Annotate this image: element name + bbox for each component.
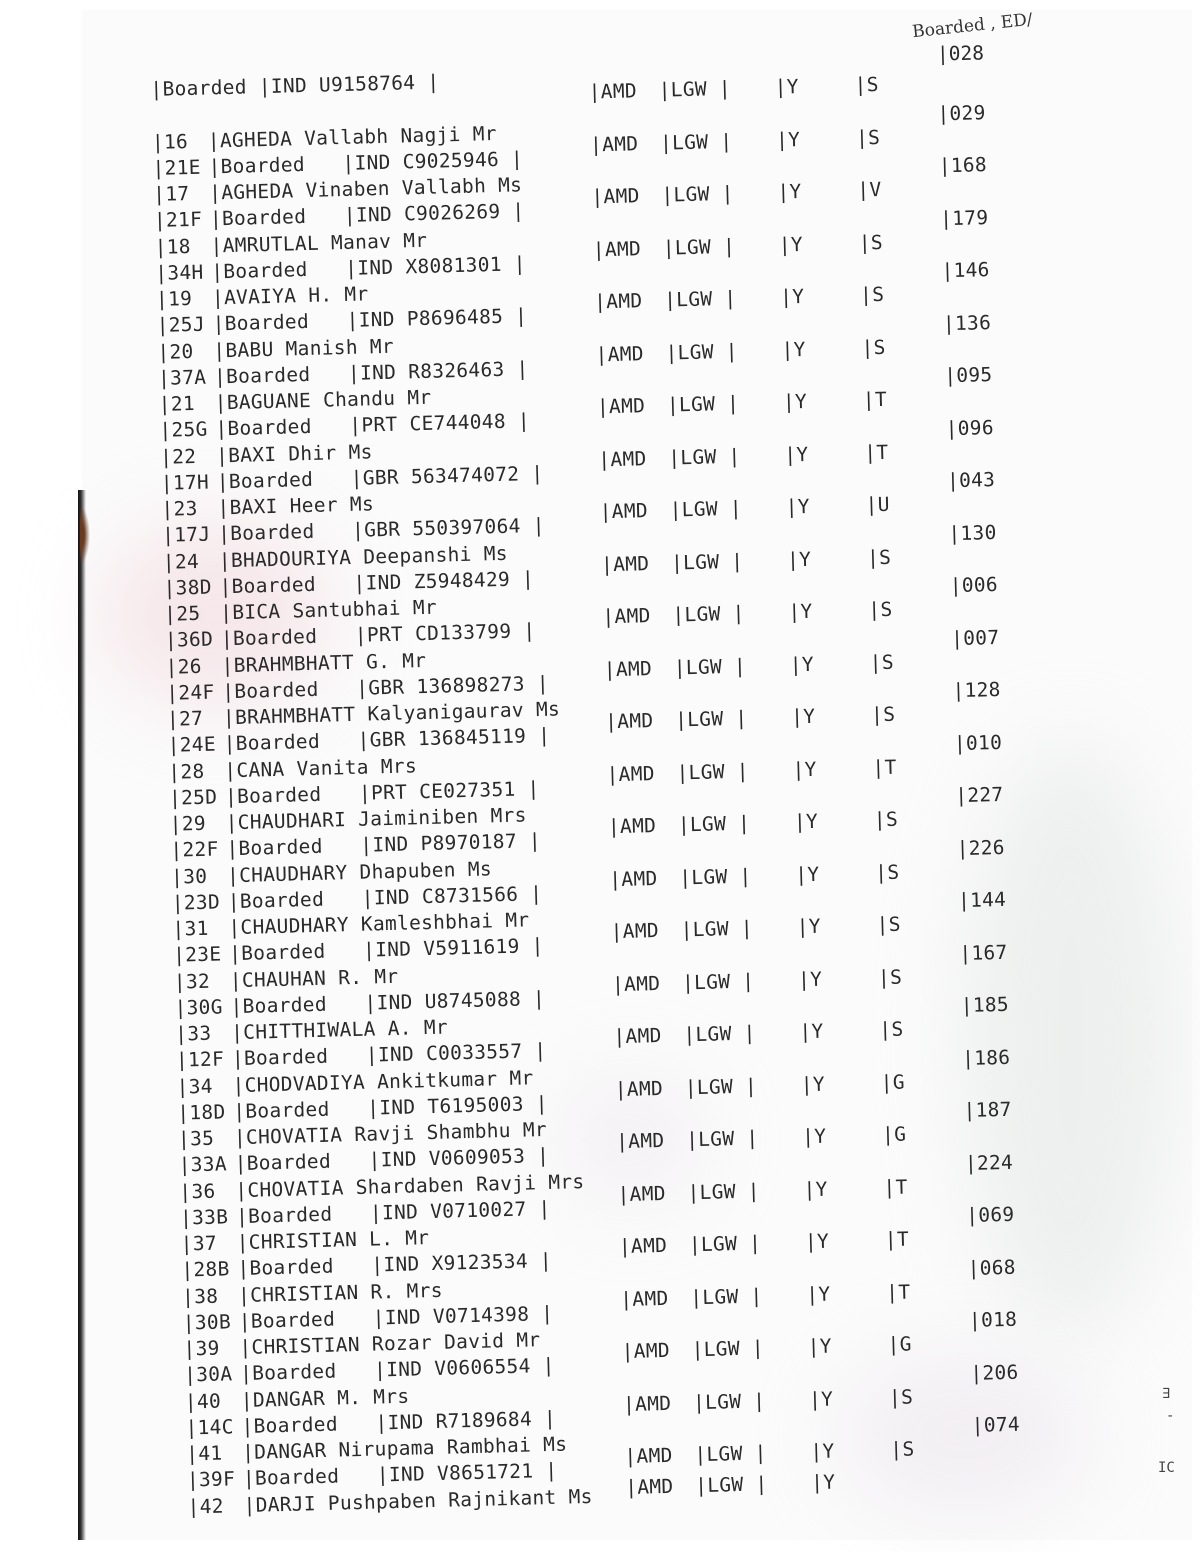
- passenger-number: |34: [176, 1074, 214, 1099]
- flag-code: |Y: [788, 599, 813, 624]
- destination-code: |LGW |: [690, 1283, 763, 1309]
- destination-code: |LGW |: [670, 549, 744, 575]
- sequence-number: |206: [970, 1360, 1019, 1385]
- origin-code: |AMD: [589, 131, 639, 157]
- class-code: |G: [880, 1070, 906, 1094]
- class-code: |S: [868, 597, 893, 622]
- seat-number: |17J: [161, 522, 211, 547]
- destination-code: |LGW |: [684, 1073, 758, 1099]
- class-code: |T: [884, 1227, 910, 1252]
- boarding-status: |Boarded: [212, 309, 310, 336]
- seat-number: |34H: [155, 260, 204, 285]
- boarding-status: |Boarded: [210, 257, 308, 283]
- document-number: |GBR 136845119 |: [357, 723, 551, 752]
- seat-number: |39F: [186, 1467, 236, 1492]
- sequence-number: |167: [959, 940, 1008, 965]
- destination-code: |LGW |: [694, 1441, 767, 1467]
- flag-code: |Y: [783, 442, 809, 467]
- seat-number: |24F: [166, 680, 215, 705]
- boarding-status: |Boarded: [238, 1307, 336, 1333]
- class-code: |S: [874, 860, 900, 884]
- sequence-number: |187: [963, 1097, 1012, 1123]
- class-code: |S: [873, 807, 899, 832]
- class-code: |S: [861, 335, 886, 359]
- seat-number: |18D: [177, 1099, 226, 1125]
- passenger-number: |32: [173, 969, 211, 994]
- document-number: |IND V0606554 |: [373, 1353, 555, 1382]
- flag-code: |Y: [796, 914, 822, 939]
- class-code: |S: [855, 125, 881, 150]
- passenger-number: |39: [183, 1336, 220, 1361]
- passenger-number: |36: [179, 1179, 216, 1204]
- passenger-number: |18: [154, 234, 192, 259]
- flag-code: |Y: [804, 1229, 830, 1254]
- sequence-number: |095: [943, 363, 993, 388]
- origin-code: |AMD: [603, 656, 653, 681]
- boarding-status: |Boarded: [235, 1202, 333, 1228]
- passenger-name: |BAGUANE Chandu Mr: [214, 385, 432, 415]
- class-code: |G: [881, 1122, 907, 1147]
- origin-code: |AMD: [599, 499, 649, 524]
- passenger-number: |31: [172, 916, 209, 941]
- sequence-number: |043: [946, 468, 996, 493]
- passenger-name: |BAXI Dhir Ms: [215, 439, 373, 467]
- destination-code: |LGW |: [694, 1471, 768, 1497]
- document-number: |GBR 136898273 |: [355, 671, 550, 700]
- document-number: |IND P8970187 |: [360, 829, 542, 857]
- origin-code: |AMD: [606, 761, 656, 786]
- origin-code: |AMD: [618, 1233, 668, 1259]
- flag-code: |Y: [782, 389, 808, 414]
- document-number: |IND X8081301 |: [344, 251, 527, 280]
- handwritten-note: Boarded , ED/: [911, 9, 1034, 43]
- origin-code: |AMD: [614, 1076, 664, 1101]
- flag-code: |Y: [785, 494, 811, 519]
- document-number: |IND R8326463 |: [347, 356, 529, 385]
- destination-code: |LGW |: [680, 916, 754, 942]
- passenger-name: |CHAUDHARI Jaiminiben Mrs: [225, 803, 527, 835]
- seat-number: |37A: [157, 365, 207, 390]
- passenger-name: |CANA Vanita Mrs: [224, 753, 418, 782]
- passenger-name: |CHAUHAN R. Mr: [229, 964, 399, 992]
- sequence-number: |227: [954, 782, 1004, 808]
- sequence-number: |006: [949, 572, 999, 598]
- destination-code: |LGW |: [659, 129, 733, 155]
- origin-code: |AMD: [604, 709, 654, 734]
- passenger-number: |25: [163, 601, 201, 626]
- passenger-number: |20: [157, 339, 194, 364]
- destination-code: |LGW |: [676, 759, 750, 784]
- class-code: |S: [866, 545, 892, 569]
- seat-number: |21F: [153, 207, 203, 232]
- boarding-status: |Boarded: [215, 414, 313, 441]
- seat-number: |25D: [168, 784, 218, 810]
- sequence-number: |185: [960, 992, 1010, 1018]
- sequence-number: |010: [953, 730, 1003, 755]
- sequence-number: |186: [961, 1045, 1011, 1070]
- seat-number: |36D: [164, 627, 214, 652]
- sequence-number: |096: [945, 415, 995, 440]
- seat-number: |22F: [170, 837, 219, 862]
- document-number: |IND Z5948429 |: [353, 566, 535, 595]
- origin-code: |AMD: [591, 184, 640, 209]
- passenger-number: |29: [169, 811, 207, 836]
- boarding-status: |Boarded: [209, 204, 307, 231]
- passenger-name: |BICA Santubhai Mr: [219, 595, 438, 625]
- flag-code: |Y: [777, 179, 802, 204]
- passenger-number: |35: [177, 1126, 215, 1151]
- boarding-status: |Boarded: [224, 782, 322, 808]
- seat-number: |17H: [160, 470, 210, 495]
- boarding-status: |Boarded: [232, 1097, 330, 1123]
- class-code: |S: [858, 230, 884, 255]
- destination-code: |LGW |: [666, 391, 740, 417]
- passenger-number: |37: [180, 1231, 218, 1256]
- passenger-name: |BABU Manish Mr: [213, 334, 395, 362]
- document-number: |IND V5911619 |: [362, 933, 544, 962]
- boarding-status: |Boarded: [230, 992, 328, 1018]
- destination-code: |LGW |: [691, 1336, 765, 1362]
- passenger-name: |CHRISTIAN R. Mrs: [237, 1278, 444, 1307]
- seat-number: |21E: [152, 155, 202, 180]
- document-number: |IND V0609053 |: [368, 1143, 550, 1172]
- document-number: |IND C9025946 |: [342, 146, 524, 175]
- boarding-status: |Boarded: [241, 1412, 339, 1438]
- boarding-status: |Boarded: [226, 834, 324, 861]
- document-number: |IND C8731566 |: [361, 881, 543, 910]
- passenger-name: |CHRISTIAN Rozar David Mr: [239, 1328, 541, 1360]
- class-code: |S: [869, 650, 895, 674]
- document-number: |IND P8696485 |: [346, 304, 528, 332]
- boarding-status: |Boarded: [239, 1359, 337, 1386]
- document-number: |IND C9026269 |: [343, 199, 525, 227]
- passenger-name: |AVAIYA H. Mr: [211, 282, 369, 310]
- flag-code: |Y: [781, 337, 806, 362]
- flag-code: |Y: [793, 809, 819, 834]
- passenger-name: |CHOVATIA Ravji Shambhu Mr: [233, 1117, 548, 1150]
- flag-code: |Y: [805, 1282, 831, 1306]
- passenger-number: |41: [185, 1441, 223, 1466]
- class-code: |T: [863, 440, 889, 464]
- boarding-status: |Boarded: [223, 729, 321, 756]
- seat-number: |25G: [159, 417, 208, 442]
- boarding-status: |Boarded: [208, 152, 306, 178]
- sequence-number: |130: [948, 520, 997, 545]
- passenger-number: |23: [161, 496, 198, 521]
- origin-code: |AMD: [592, 236, 642, 261]
- class-code: |S: [879, 1017, 904, 1042]
- passenger-name: |CHAUDHARY Kamleshbhai Mr: [228, 908, 530, 940]
- destination-code: |LGW |: [662, 234, 736, 260]
- document-number: |PRT CE027351 |: [358, 776, 540, 805]
- passenger-name: |DANGAR Nirupama Rambhai Ms: [241, 1432, 568, 1465]
- origin-code: |AMD: [602, 604, 651, 629]
- flag-code: |Y: [797, 967, 823, 991]
- sequence-number: |224: [964, 1150, 1014, 1175]
- class-code: |T: [872, 755, 897, 779]
- passenger-number: |33: [174, 1021, 212, 1046]
- destination-code: |LGW |: [677, 811, 751, 837]
- origin-code: |AMD: [620, 1286, 669, 1311]
- flag-code: |Y: [789, 652, 815, 676]
- flag-code: |Y: [774, 75, 800, 99]
- document-number: |PRT CD133799 |: [354, 619, 536, 647]
- seat-number: |30A: [183, 1362, 233, 1387]
- origin-code: |AMD: [624, 1474, 674, 1499]
- destination-code: |LGW |: [665, 339, 739, 365]
- class-code: |S: [888, 1384, 914, 1409]
- flag-code: |Y: [808, 1387, 834, 1411]
- passenger-number: |40: [184, 1389, 222, 1414]
- sequence-number: |074: [971, 1412, 1021, 1437]
- sequence-number: |146: [941, 258, 990, 283]
- boarding-status: |Boarded: [217, 519, 315, 546]
- passenger-name: |BHADOURIYA Deepanshi Ms: [218, 541, 509, 572]
- passenger-number: |42: [187, 1494, 225, 1519]
- origin-code: |AMD: [622, 1391, 672, 1416]
- passenger-name: |DARJI Pushpaben Rajnikant Ms: [243, 1484, 593, 1517]
- destination-code: |LGW |: [687, 1178, 761, 1204]
- seat-number: |33B: [179, 1204, 229, 1230]
- passenger-name: |BRAHMBHATT G. Mr: [221, 648, 427, 677]
- edge-mark: IC: [1158, 1460, 1175, 1476]
- flag-code: |Y: [807, 1334, 833, 1359]
- flag-code: |Y: [810, 1439, 835, 1464]
- sequence-number: |144: [957, 887, 1007, 913]
- continued-row: [150, 70, 880, 122]
- destination-code: |LGW |: [681, 968, 755, 994]
- class-code: |T: [885, 1280, 911, 1304]
- origin-code: |AMD: [624, 1443, 673, 1469]
- boarding-status: |Boarded: [227, 887, 325, 913]
- boarding-status: |Boarded: [228, 939, 326, 966]
- passenger-number: |17: [152, 182, 190, 206]
- class-code: |T: [862, 387, 888, 412]
- seat-number: |33A: [178, 1152, 228, 1177]
- class-code: |G: [887, 1332, 913, 1357]
- passenger-number: |30: [170, 864, 208, 889]
- passenger-name: |CHAUDHARY Dhapuben Ms: [226, 856, 493, 887]
- passenger-name: |DANGAR M. Mrs: [240, 1384, 410, 1412]
- flag-code: |Y: [790, 704, 816, 729]
- flag-code: |Y: [794, 862, 820, 886]
- seat-number: |14C: [185, 1414, 235, 1440]
- destination-code: |LGW |: [688, 1231, 762, 1257]
- passenger-number: |22: [159, 444, 197, 469]
- sequence-number: |068: [967, 1255, 1017, 1280]
- destination-code: |LGW |: [672, 601, 745, 627]
- flag-code: |Y: [803, 1177, 828, 1201]
- flag-code: |Y: [800, 1072, 826, 1096]
- destination-code: |LGW |: [668, 444, 741, 470]
- flag-code: |Y: [779, 284, 805, 309]
- destination-code: |LGW |: [673, 654, 747, 679]
- sequence-number: |226: [956, 835, 1006, 860]
- document-number: |IND R7189684 |: [375, 1406, 557, 1435]
- passenger-number: |28: [168, 759, 205, 784]
- seat-number: |30B: [182, 1309, 232, 1335]
- passenger-name: |BRAHMBHATT Kalyanigaurav Ms: [222, 697, 561, 730]
- seat-number: |30G: [174, 994, 224, 1020]
- destination-code: |LGW |: [692, 1388, 766, 1414]
- flag-code: |Y: [778, 232, 804, 257]
- boarding-status: |Boarded: [213, 362, 311, 388]
- class-code: |S: [876, 912, 902, 937]
- class-code: |T: [883, 1175, 908, 1199]
- passenger-name: |AGHEDA Vinaben Vallabh Ms: [208, 173, 523, 205]
- boarding-status: |Boarded: [221, 677, 319, 703]
- passenger-name: |AGHEDA Vallabh Nagji Mr: [207, 121, 498, 153]
- class-code: |S: [854, 72, 880, 97]
- boarding-status: |Boarded: [237, 1254, 335, 1281]
- seat-number: |24E: [167, 732, 217, 757]
- document-number: |IND C0033557 |: [365, 1038, 547, 1067]
- flag-code: |Y: [799, 1019, 824, 1044]
- flag-code: |Y: [775, 127, 801, 152]
- document-number: |IND V8651721 |: [376, 1458, 558, 1487]
- sequence-number: |029: [937, 100, 986, 125]
- origin-code: |AMD: [621, 1338, 671, 1364]
- destination-code: |LGW |: [663, 286, 737, 312]
- origin-code: |AMD: [596, 394, 646, 419]
- origin-code: |AMD: [595, 341, 645, 366]
- continued-text: |Boarded |IND U9158764 |: [150, 70, 440, 101]
- class-code: |V: [857, 177, 882, 202]
- boarding-status: |Boarded: [219, 572, 317, 598]
- origin-code: |AMD: [588, 79, 638, 104]
- document-number: |IND U8745088 |: [364, 986, 546, 1015]
- document-number: |IND T6195003 |: [366, 1091, 549, 1120]
- flag-code: |Y: [801, 1124, 827, 1149]
- origin-code: |AMD: [610, 918, 660, 944]
- destination-code: |LGW |: [685, 1126, 759, 1152]
- destination-code: |LGW |: [674, 706, 748, 732]
- destination-code: |LGW |: [683, 1021, 756, 1047]
- origin-code: |AMD: [617, 1181, 667, 1206]
- passenger-number: |21: [158, 391, 196, 416]
- destination-code: |LGW |: [661, 181, 734, 207]
- seat-number: |12F: [175, 1047, 225, 1072]
- edge-mark: -: [1166, 1408, 1175, 1424]
- sequence-number: |018: [968, 1307, 1018, 1332]
- passenger-number: |19: [155, 286, 193, 311]
- class-code: |U: [865, 492, 891, 517]
- passenger-number: |24: [162, 549, 200, 574]
- origin-code: |AMD: [593, 289, 643, 314]
- document-number: |GBR 563474072 |: [350, 461, 544, 490]
- boarding-status: |Boarded: [216, 467, 314, 493]
- class-code: |S: [859, 282, 885, 307]
- sequence-number: |128: [952, 677, 1001, 703]
- passenger-number: |26: [165, 654, 203, 679]
- origin-code: |AMD: [609, 866, 658, 891]
- flag-code: |Y: [792, 757, 817, 781]
- first-sequence-number: |028: [936, 41, 985, 66]
- boarding-status: |Boarded: [231, 1044, 329, 1071]
- edge-mark: ∃: [1162, 1386, 1171, 1402]
- sequence-number: |007: [950, 625, 1000, 650]
- passenger-name: |AMRUTLAL Manav Mr: [210, 228, 428, 257]
- passenger-name: |CHODVADIYA Ankitkumar Mr: [232, 1065, 534, 1097]
- document-number: |IND X9123534 |: [371, 1248, 553, 1277]
- boarding-status: |Boarded: [242, 1464, 340, 1491]
- origin-code: |AMD: [615, 1128, 665, 1154]
- class-code: |S: [870, 702, 896, 727]
- sequence-number: |168: [938, 153, 988, 178]
- origin-code: |AMD: [607, 814, 657, 839]
- class-code: |S: [890, 1437, 915, 1462]
- document-number: |GBR 550397064 |: [351, 513, 545, 542]
- passenger-name: |BAXI Heer Ms: [217, 492, 375, 520]
- sequence-number: |136: [942, 310, 992, 335]
- sequence-number: |179: [939, 205, 989, 230]
- seat-number: |28B: [181, 1257, 230, 1282]
- passenger-name: |CHITTHIWALA A. Mr: [230, 1015, 449, 1045]
- destination-code: |LGW |: [658, 76, 732, 102]
- origin-code: |AMD: [613, 1023, 662, 1049]
- origin-code: |AMD: [600, 551, 650, 576]
- document-number: |IND V0710027 |: [369, 1196, 551, 1225]
- class-code: |S: [877, 965, 903, 989]
- origin-code: |AMD: [598, 446, 647, 471]
- boarding-status: |Boarded: [234, 1149, 332, 1176]
- seat-number: |23D: [171, 889, 221, 915]
- document-number: |IND V0714398 |: [372, 1301, 554, 1330]
- boarding-status: |Boarded: [220, 624, 318, 651]
- passenger-name: |CHOVATIA Shardaben Ravji Mrs: [235, 1169, 585, 1202]
- passenger-name: |CHRISTIAN L. Mr: [236, 1226, 430, 1255]
- passenger-number: |16: [151, 129, 189, 154]
- seat-number: |23E: [172, 942, 222, 967]
- document-number: |PRT CE744048 |: [349, 409, 531, 437]
- flag-code: |Y: [786, 547, 812, 571]
- origin-code: |AMD: [611, 971, 661, 996]
- destination-code: |LGW |: [679, 864, 752, 889]
- flag-code: |Y: [810, 1470, 836, 1494]
- seat-number: |25J: [156, 312, 206, 337]
- passenger-number: |27: [166, 706, 204, 731]
- destination-code: |LGW |: [669, 496, 743, 522]
- sequence-number: |069: [965, 1202, 1015, 1228]
- manifest-rows: [150, 70, 1021, 1539]
- passenger-number: |38: [181, 1284, 219, 1309]
- seat-number: |38D: [163, 575, 213, 600]
